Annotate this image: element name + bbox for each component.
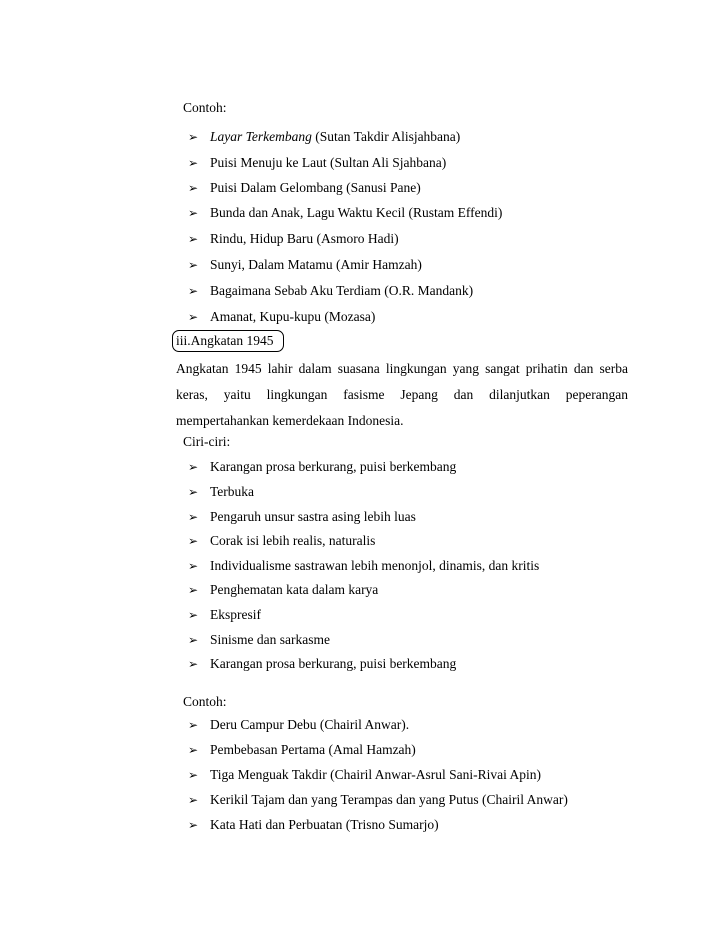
contoh-label-1: Contoh: — [183, 100, 227, 115]
arrow-bullet-icon: ➢ — [188, 258, 199, 272]
list-item — [188, 283, 473, 299]
contoh-label-2: Contoh: — [183, 694, 227, 709]
list-item — [188, 129, 460, 145]
list-item-text: Terbuka — [210, 484, 255, 499]
list-item-text: Pembebasan Pertama (Amal Hamzah) — [210, 742, 416, 757]
arrow-bullet-icon: ➢ — [188, 657, 199, 671]
list-item — [188, 717, 409, 733]
arrow-bullet-icon: ➢ — [188, 818, 199, 832]
arrow-bullet-icon: ➢ — [188, 559, 199, 573]
list-item-text: Bunda dan Anak, Lagu Waktu Kecil (Rustam Effendi) — [210, 205, 503, 220]
list-item — [188, 558, 539, 574]
arrow-bullet-icon: ➢ — [188, 460, 199, 474]
paragraph-line: keras, yaitu lingkungan fasisme Jepang dan dilanjutkan peperangan — [176, 387, 628, 402]
list-item — [188, 742, 416, 758]
list-item — [188, 767, 541, 783]
list-item-text: Bagaimana Sebab Aku Terdiam (O.R. Mandank) — [210, 283, 474, 298]
arrow-bullet-icon: ➢ — [188, 485, 199, 499]
list-item — [188, 484, 254, 500]
arrow-bullet-icon: ➢ — [188, 608, 199, 622]
list-item-text: Puisi Menuju ke Laut (Sultan Ali Sjahbana) — [210, 155, 447, 170]
arrow-bullet-icon: ➢ — [188, 181, 199, 195]
arrow-bullet-icon: ➢ — [188, 232, 199, 246]
list-item-text: Corak isi lebih realis, naturalis — [210, 533, 376, 548]
section-heading: iii.Angkatan 1945 — [176, 333, 274, 348]
list-item-text: Kerikil Tajam dan yang Terampas dan yang Putus (Chairil Anwar) — [210, 792, 568, 807]
list-item — [188, 257, 422, 273]
list-item-text: Puisi Dalam Gelombang (Sanusi Pane) — [210, 180, 421, 195]
list-item-text: Amanat, Kupu-kupu (Mozasa) — [210, 309, 376, 324]
list-item — [188, 180, 421, 196]
list-item-text: Individualisme sastrawan lebih menonjol, dinamis, dan kritis — [210, 558, 540, 573]
arrow-bullet-icon: ➢ — [188, 534, 199, 548]
list-item — [188, 205, 502, 221]
list-item — [188, 582, 378, 598]
arrow-bullet-icon: ➢ — [188, 743, 199, 757]
book-title: Layar Terkembang — [210, 129, 312, 144]
list-item — [188, 155, 446, 171]
arrow-bullet-icon: ➢ — [188, 310, 199, 324]
list-item-text: Deru Campur Debu (Chairil Anwar). — [210, 717, 410, 732]
list-item — [188, 231, 399, 247]
arrow-bullet-icon: ➢ — [188, 206, 199, 220]
arrow-bullet-icon: ➢ — [188, 284, 199, 298]
ciri-label: Ciri-ciri: — [183, 434, 231, 449]
list-item — [188, 792, 568, 808]
list-item — [188, 632, 330, 648]
list-item — [188, 607, 261, 623]
paragraph-line: Angkatan 1945 lahir dalam suasana lingkungan yang sangat prihatin dan serba — [176, 361, 628, 376]
list-item-text: Kata Hati dan Perbuatan (Trisno Sumarjo) — [210, 817, 439, 832]
list-item — [188, 459, 456, 475]
intro-paragraph — [176, 356, 628, 434]
list-item-text: (Sutan Takdir Alisjahbana) — [311, 129, 461, 144]
list-item-text: Karangan prosa berkurang, puisi berkembang — [210, 459, 457, 474]
list-item — [188, 533, 375, 549]
list-item-text: Ekspresif — [210, 607, 261, 622]
arrow-bullet-icon: ➢ — [188, 156, 199, 170]
arrow-bullet-icon: ➢ — [188, 718, 199, 732]
paragraph-line: mempertahankan kemerdekaan Indonesia. — [176, 413, 404, 428]
arrow-bullet-icon: ➢ — [188, 793, 199, 807]
list-item — [188, 817, 439, 833]
list-item — [188, 309, 375, 325]
arrow-bullet-icon: ➢ — [188, 633, 199, 647]
list-item-text: Tiga Menguak Takdir (Chairil Anwar-Asrul Sani-Rivai Apin) — [210, 767, 542, 782]
list-item-text: Sunyi, Dalam Matamu (Amir Hamzah) — [210, 257, 422, 272]
arrow-bullet-icon: ➢ — [188, 768, 199, 782]
list-item-text: Pengaruh unsur sastra asing lebih luas — [210, 509, 416, 524]
list-item — [188, 509, 416, 525]
list-item-text: Sinisme dan sarkasme — [210, 632, 330, 647]
list-item — [188, 656, 456, 672]
arrow-bullet-icon: ➢ — [188, 510, 199, 524]
arrow-bullet-icon: ➢ — [188, 130, 199, 144]
list-item-text: Penghematan kata dalam karya — [210, 582, 379, 597]
arrow-bullet-icon: ➢ — [188, 583, 199, 597]
list-item-text: Karangan prosa berkurang, puisi berkembang — [210, 656, 457, 671]
list-item-text: Rindu, Hidup Baru (Asmoro Hadi) — [210, 231, 399, 246]
